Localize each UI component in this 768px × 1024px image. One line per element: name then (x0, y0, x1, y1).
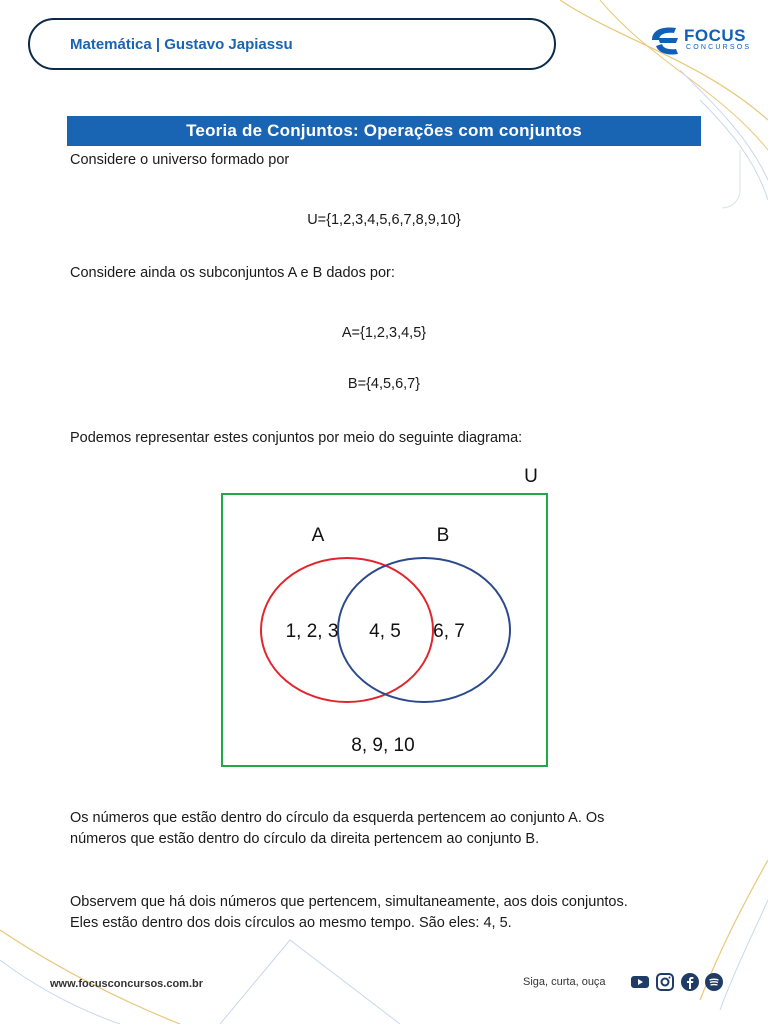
set-a-definition: A={1,2,3,4,5} (341, 325, 427, 341)
region-outside: 8, 9, 10 (351, 735, 415, 756)
paragraph-circles-line2: números que estão dentro do círculo da direita pertencem ao conjunto B. (70, 831, 540, 847)
paragraph-diagram-intro: Podemos representar estes conjuntos por meio do seguinte diagrama: (70, 430, 523, 446)
paragraph-intersection-line1: Observem que há dois números que pertencem, simultaneamente, aos dois conjuntos. (70, 894, 628, 910)
section-title: Teoria de Conjuntos: Operações com conjuntos (67, 116, 701, 146)
header-title: Matemática | Gustavo Japiassu (70, 36, 293, 53)
universe-set: U={1,2,3,4,5,6,7,8,9,10} (307, 212, 461, 228)
set-b-label: B (436, 525, 450, 546)
footer-website-link[interactable]: www.focusconcursos.com.br (50, 978, 204, 990)
paragraph-subsets-intro: Considere ainda os subconjuntos A e B dados por: (70, 265, 395, 281)
set-b-definition: B={4,5,6,7} (347, 376, 421, 392)
paragraph-intersection-line2: Eles estão dentro dos dois círculos ao mesmo tempo. São eles: 4, 5. (70, 915, 512, 931)
instagram-icon[interactable] (655, 972, 675, 992)
paragraph-universe-intro: Considere o universo formado por (70, 152, 290, 168)
region-only-a: 1, 2, 3 (285, 621, 339, 642)
set-a-label: A (311, 525, 325, 546)
footer-follow-text: Siga, curta, ouça (523, 976, 606, 988)
paragraph-circles-line1: Os números que estão dentro do círculo da esquerda pertencem ao conjunto A. Os (70, 810, 605, 826)
circle-b (338, 558, 510, 702)
podcast-icon[interactable] (704, 972, 724, 992)
facebook-icon[interactable] (680, 972, 700, 992)
region-only-b: 6, 7 (433, 621, 465, 642)
region-intersection: 4, 5 (369, 621, 401, 642)
logo-subtext: CONCURSOS (686, 44, 752, 51)
youtube-icon[interactable] (630, 972, 650, 992)
universe-label: U (524, 466, 538, 487)
logo-wordmark: FOCUS (684, 26, 746, 45)
